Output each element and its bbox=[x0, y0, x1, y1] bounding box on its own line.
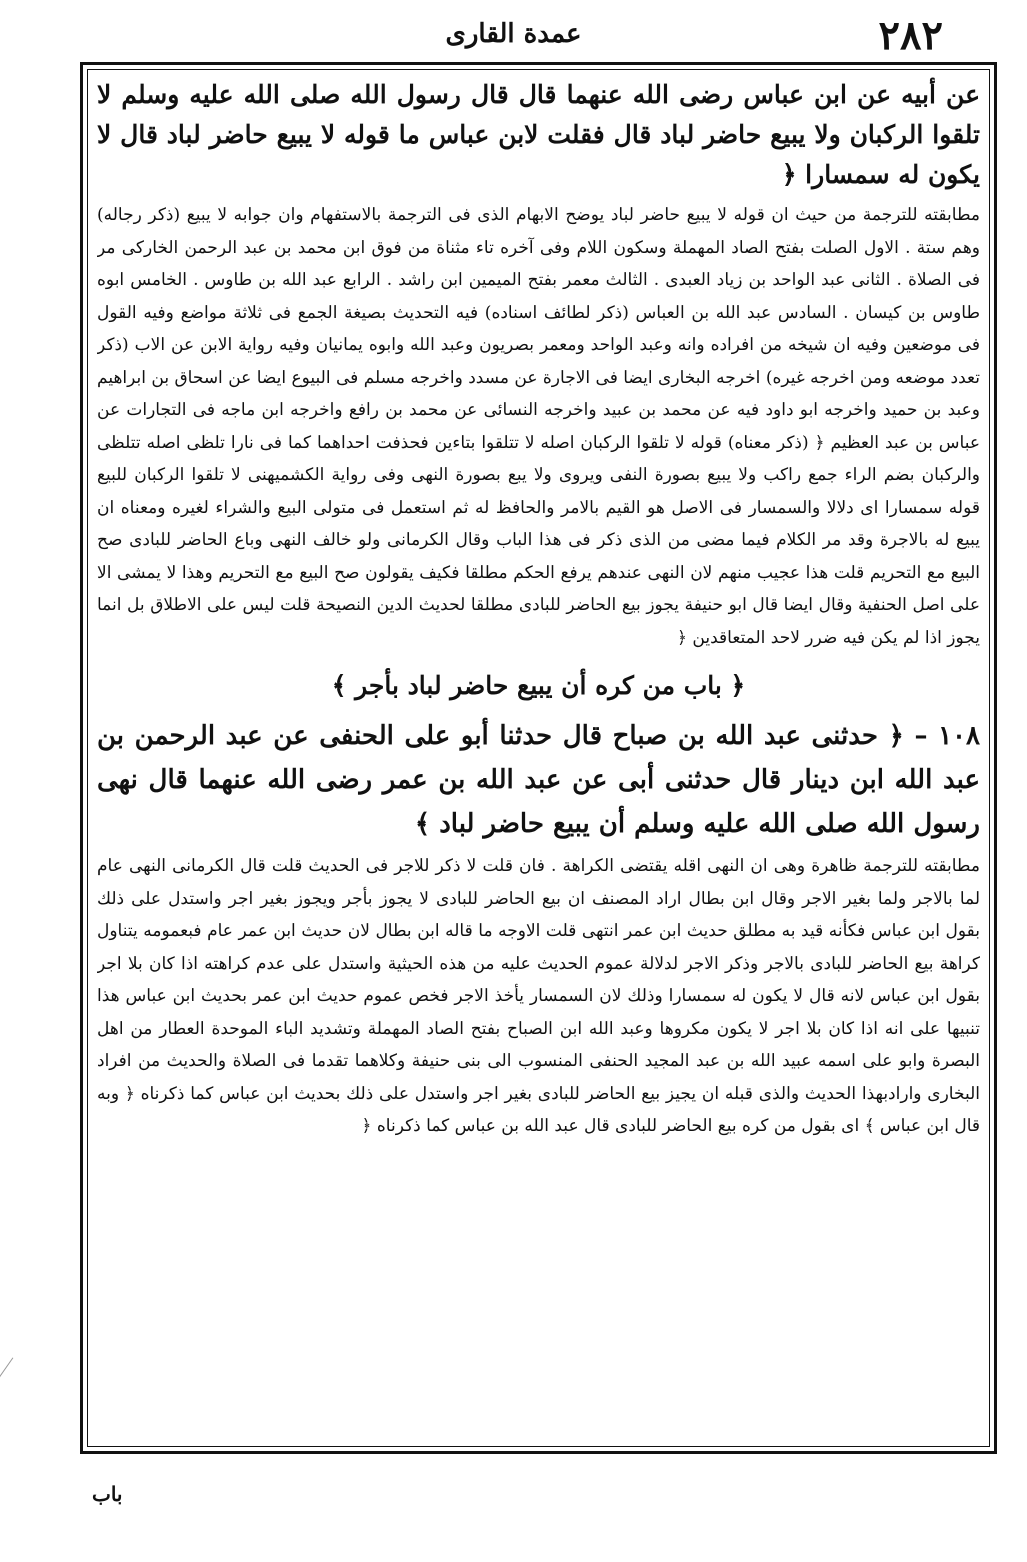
chapter-heading: ﴿ باب من كره أن يبيع حاضر لباد بأجر ﴾ bbox=[331, 671, 746, 700]
margin-mark bbox=[0, 1357, 13, 1390]
hadith-text-1: عن أبيه عن ابن عباس رضى الله عنهما قال قال رسول الله صلى الله عليه وسلم لا تلقوا الركبان ولا يبيع حاضر لباد قال فقلت لابن عباس ما قوله لا يبيع حاضر لباد قال لا يكون له سمسارا ﴿ bbox=[97, 80, 980, 189]
page-header bbox=[0, 0, 1027, 70]
page-number: ٢٨٢ bbox=[878, 12, 943, 59]
commentary-text-2: مطابقته للترجمة ظاهرة وهى ان النهى اقله يقتضى الكراهة . فان قلت لا ذكر للاجر فى الحديث قلت قال الكرمانى النهى عام لما بالاجر ولما بغير الاجر وقال ابن بطال اراد المصنف ان بيع الحاضر للبادى لا يجوز بأجر ويجوز بغير اجر واستدل على ذلك بقول ابن عباس فكأنه قيد به مطلق حديث ابن عمر انتهى قلت الاوجه ما قاله ابن بطال لان حديث ابن عمر عام فبعمومه يتناول كراهة بيع الحاضر للبادى بالاجر وذكر الاجر لدلالة عموم الحديث عليه من هذه الحيثية واستدل على عدم كراهته اذا كان بلا اجر بقول ابن عباس لانه قال لا يكون له سمسارا وذلك لان السمسار يأخذ الاجر فخص عموم حديث ابن عمر بحديث ابن عباس هذا تنبيها على انه اذا كان بلا اجر لا يكون مكروها وعبد الله ابن الصباح بفتح الصاد المهملة وتشديد الباء الموحدة العطار من اهل البصرة وابو على اسمه عبيد الله بن عبد المجيد الحنفى المنسوب الى بنى حنيفة وكلاهما تقدما فى الصلاة والحديث من افراد البخارى وارادبهذا الحديث والذى قبله ان يجيز بيع الحاضر للبادى بغير اجر واستدل على ذلك بحديث ابن عباس كما ذكرناه ﴿ وبه قال ابن عباس ﴾ اى بقول من كره بيع الحاضر للبادى قال عبد الله بن عباس كما ذكرناه ﴿ bbox=[97, 856, 980, 1136]
hadith-text-2: ١٠٨ – ﴿ حدثنى عبد الله بن صباح قال حدثنا أبو على الحنفى عن عبد الرحمن بن عبد الله ابن دينار قال حدثنى أبى عن عبد الله بن عمر رضى الله عنهما قال نهى رسول الله صلى الله عليه وسلم أن يبيع حاضر لباد ﴾ bbox=[97, 721, 980, 839]
footer-catchword: باب bbox=[92, 1482, 123, 1506]
commentary-text-1: مطابقته للترجمة من حيث ان قوله لا يبيع حاضر لباد يوضح الابهام الذى فى الترجمة بالاستفهام وان جوابه لا يبيع (ذكر رجاله) وهم ستة . الاول الصلت بفتح الصاد المهملة وسكون اللام وفى آخره تاء مثناة من فوق ابن محمد بن عبد الرحمن الخاركى مر فى الصلاة . الثانى عبد الواحد بن زياد العبدى . الثالث معمر بفتح الميمين ابن راشد . الرابع عبد الله بن طاوس . الخامس ابوه طاوس بن كيسان . السادس عبد الله بن العباس (ذكر لطائف اسناده) فيه التحديث بصيغة الجمع فى ثلاثة مواضع وفيه القول فى موضعين وفيه ان شيخه من افراده وانه وعبد الواحد ومعمر بصريون وعبد الله وابوه يمانيان وفيه رواية الابن عن الاب (ذكر تعدد موضعه ومن اخرجه غيره) اخرجه البخارى ايضا فى الاجارة عن مسدد واخرجه مسلم فى البيوع ايضا عن اسحاق بن ابراهيم وعبد بن حميد واخرجه ابو داود فيه عن محمد بن عبيد واخرجه النسائى عن محمد بن رافع واخرجه ابن ماجه فى التجارات عن عباس بن عبد العظيم ﴿ (ذكر معناه) قوله لا تلقوا الركبان اصله لا تتلقوا بتاءين فحذفت احداهما كما فى نارا تلظى اصله تتلظى والركبان بضم الراء جمع راكب ولا يبيع بصورة النفى ويروى ولا يبع بصورة النهى وفى رواية الكشميهنى لا تلقوا الركبان للبيع قوله سمسارا اى دلالا والسمسار فى الاصل هو القيم بالامر والحافظ له ثم استعمل فى متولى البيع والشراء لغيره ومعناه ان يبيع له بالاجرة وقد مر الكلام فيما مضى من الذى ذكر فى هذا الباب وقال الكرمانى ولو خالف النهى وباع الحاضر للبادى صح البيع مع التحريم قلت هذا عجيب منهم لان النهى عندهم يرفع الحكم مطلقا فكيف يقولون صح البيع مع التحريم وهذا لا يمشى الا على اصل الحنفية وقال ايضا قال ابو حنيفة يجوز بيع الحاضر للبادى مطلقا لحديث الدين النصيحة قلت ليس على الاطلاق بل انما يجوز اذا لم يكن فيه ضرر لاحد المتعاقدين ﴿ bbox=[97, 205, 980, 648]
text-frame bbox=[80, 62, 997, 1454]
page-content bbox=[97, 75, 980, 1441]
running-title: عمدة القارى bbox=[445, 19, 582, 49]
